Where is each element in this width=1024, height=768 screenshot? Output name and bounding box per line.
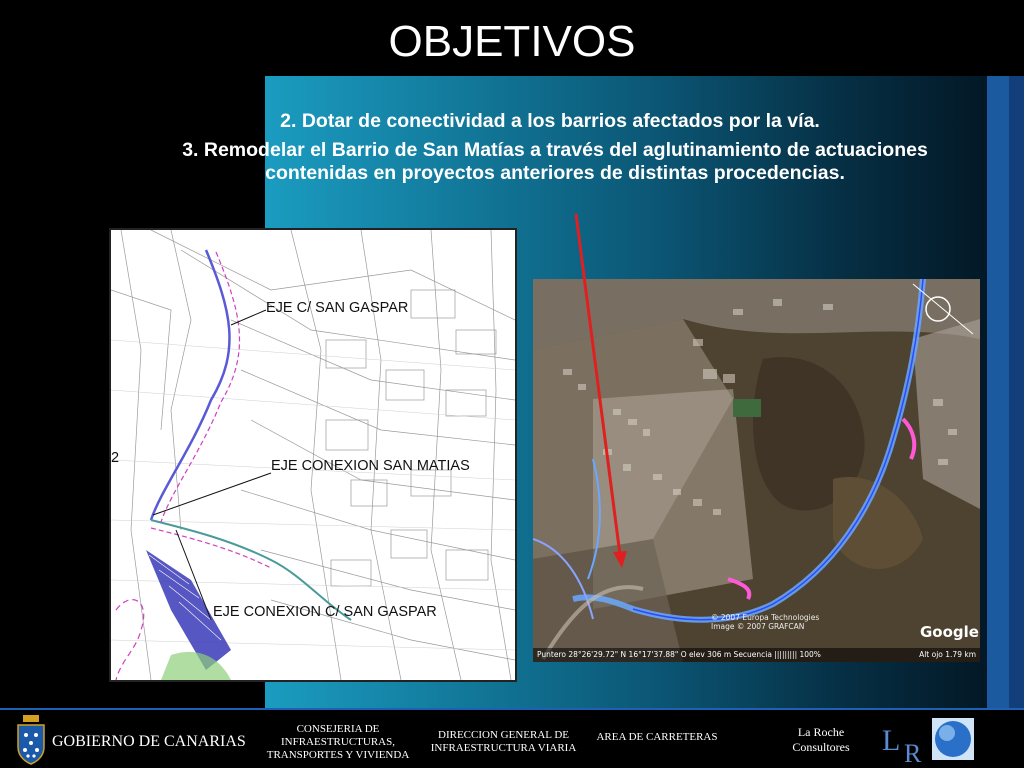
altitude-readout: Alt ojo 1.79 km: [919, 650, 976, 659]
footer-direccion: DIRECCION GENERAL DE INFRAESTRUCTURA VIARIA: [430, 729, 577, 754]
label-edge-fragment: 2: [111, 450, 120, 466]
label-eje-conexion-san-matias: EJE CONEXION SAN MATIAS: [271, 458, 470, 474]
copyright-line-1: © 2007 Europa Technologies: [711, 613, 820, 622]
la-roche-logo: [880, 716, 980, 766]
logo-letter-r: R: [904, 739, 922, 766]
gobierno-de-canarias: GOBIERNO DE CANARIAS: [52, 733, 246, 750]
pointer-readout: Puntero 28°26'29.72" N 16°17'37.88" O elev 306 m Secuencia ||||||||| 100%: [537, 650, 821, 659]
slide-title: OBJETIVOS: [388, 17, 636, 66]
label-eje-san-gaspar: EJE C/ SAN GASPAR: [266, 300, 409, 316]
canarias-crest-icon: [16, 713, 46, 765]
copyright-line-2: Image © 2007 GRAFCAN: [711, 622, 805, 631]
google-logo: Google: [920, 623, 979, 641]
logo-letter-l: L: [882, 724, 901, 757]
label-eje-conexion-san-gaspar: EJE CONEXION C/ SAN GASPAR: [213, 604, 437, 620]
footer-consultora: La Roche Consultores: [792, 725, 850, 754]
footer-area: AREA DE CARRETERAS: [596, 731, 718, 743]
footer-consejeria: CONSEJERIA DE INFRAESTRUCTURAS, TRANSPORTES Y VIVIENDA: [266, 723, 410, 761]
objective-2: 2. Dotar de conectividad a los barrios afectados por la vía.: [280, 110, 820, 132]
objective-3: 3. Remodelar el Barrio de San Matías a través del aglutinamiento de actuaciones contenidas en proyectos anteriores de distintas procedencias.: [182, 139, 928, 184]
